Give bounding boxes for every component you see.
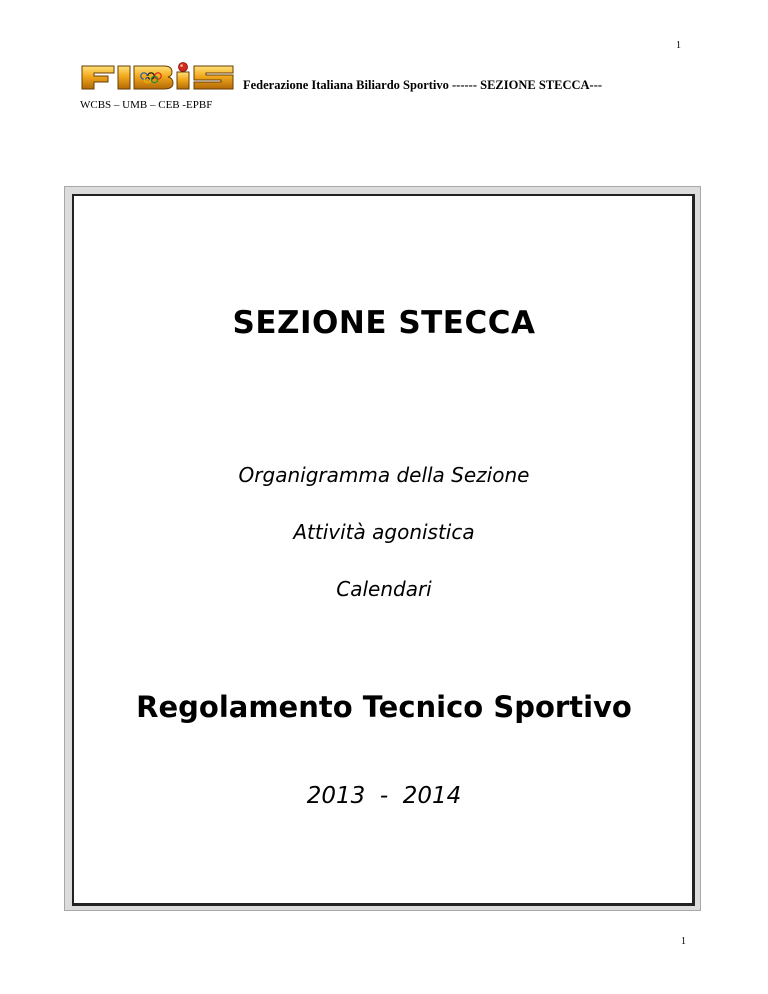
- page-number-top: 1: [676, 40, 681, 51]
- season-years: 2013 - 2014: [306, 783, 462, 809]
- header-organizations: WCBS – UMB – CEB -EPBF: [80, 99, 213, 111]
- main-title: SEZIONE STECCA: [232, 305, 536, 341]
- subtitle-organigram: Organigramma della Sezione: [238, 463, 530, 487]
- regulation-title: Regolamento Tecnico Sportivo: [136, 690, 632, 724]
- subtitle-activity: Attività agonistica: [293, 520, 475, 544]
- header-federation-title: Federazione Italiana Biliardo Sportivo ------ SEZIONE STECCA---: [243, 78, 603, 92]
- fibis-logo: [80, 62, 236, 90]
- page-number-bottom: 1: [681, 936, 686, 947]
- subtitle-calendars: Calendari: [336, 577, 432, 601]
